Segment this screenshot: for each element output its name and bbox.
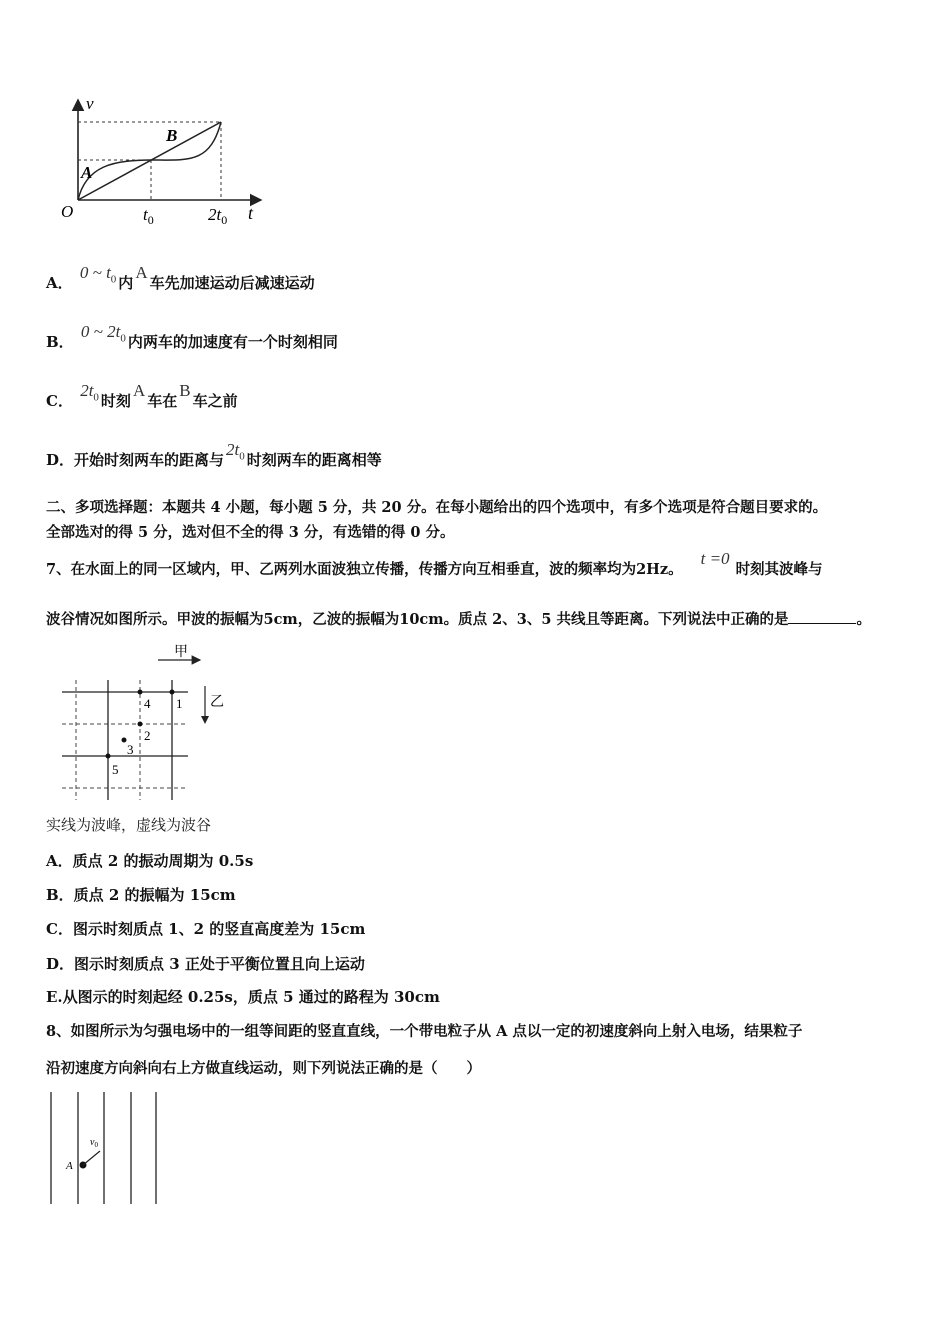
svg-text:5: 5 — [112, 762, 119, 777]
v-label: v — [86, 96, 94, 113]
q6-option-c: C． $2t_0$ 时刻A车在B车之前 — [46, 381, 238, 410]
q6-option-b: B． 0 ~ $2t_0$ 内两车的加速度有一个时刻相同 — [46, 322, 338, 351]
svg-text:1: 1 — [176, 696, 183, 711]
line-b — [78, 122, 221, 200]
q7-stem-line2: 波谷情况如图所示。甲波的振幅为5cm，乙波的振幅为10cm。质点 2、3、5 共线且等距离。下列说法中正确的是 。 — [46, 611, 871, 628]
q7-option-c: C．图示时刻质点 1、2 的竖直高度差为 15cm — [46, 920, 366, 938]
q8-stem-line1: 8、如图所示为匀强电场中的一组等间距的竖直直线，一个带电粒子从 A 点以一定的初速度斜向上射入电场，结果粒子 — [46, 1023, 803, 1040]
2t0-label: $2t_0$ — [208, 205, 228, 227]
yi-label: 乙 — [210, 695, 224, 710]
jia-label: 甲 — [174, 645, 188, 660]
a-label: A — [81, 163, 93, 182]
q7-option-a: A．质点 2 的振动周期为 0.5s — [46, 852, 254, 870]
origin-label: O — [61, 202, 74, 221]
point-5 — [106, 754, 111, 759]
point-3 — [122, 738, 127, 743]
b-label: B — [166, 126, 178, 145]
q7-option-e: E.从图示的时刻起经 0.25s，质点 5 通过的路程为 30cm — [46, 988, 440, 1006]
figure-caption: 实线为波峰，虚线为波谷 — [46, 816, 212, 834]
t-label: t — [248, 203, 254, 223]
svg-text:4: 4 — [144, 696, 151, 711]
velocity-vector — [83, 1151, 100, 1165]
answer-blank[interactable] — [788, 609, 856, 624]
vt-graph — [58, 96, 268, 230]
point-4 — [138, 690, 143, 695]
q7-stem-line1: 7、在水面上的同一区域内，甲、乙两列水面波独立传播，传播方向互相垂直，波的频率均为2Hz。t =0时刻其波峰与 — [46, 549, 823, 578]
q7-option-d: D．图示时刻质点 3 正处于平衡位置且向上运动 — [46, 955, 365, 973]
t0-label: $t_0$ — [143, 205, 154, 227]
point-1 — [170, 690, 175, 695]
point-2 — [138, 722, 143, 727]
q7-option-b: B．质点 2 的振幅为 15cm — [46, 886, 236, 904]
svg-text:2: 2 — [144, 728, 151, 743]
section2-header: 二、多项选择题：本题共 4 小题，每小题 5 分，共 20 分。在每小题给出的四个选项中，有多个选项是符合题目要求的。 全部选对的得 5 分，选对但不全的得 3 分，有选错的得 0 分。 — [46, 499, 828, 541]
field-figure — [44, 1090, 164, 1208]
q6-option-d: D．开始时刻两车的距离与$2t_0$ 时刻两车的距离相等 — [46, 440, 382, 469]
point-a-label: A — [66, 1160, 73, 1172]
v0-label: $v_0$ — [90, 1137, 98, 1149]
q6-option-a: A． 0 ~ $t_0$ 内A车先加速运动后减速运动 — [46, 263, 315, 292]
svg-text:3: 3 — [127, 742, 134, 757]
wave-figure — [58, 640, 238, 810]
q8-stem-line2: 沿初速度方向斜向右上方做直线运动，则下列说法正确的是（ ） — [46, 1060, 481, 1077]
